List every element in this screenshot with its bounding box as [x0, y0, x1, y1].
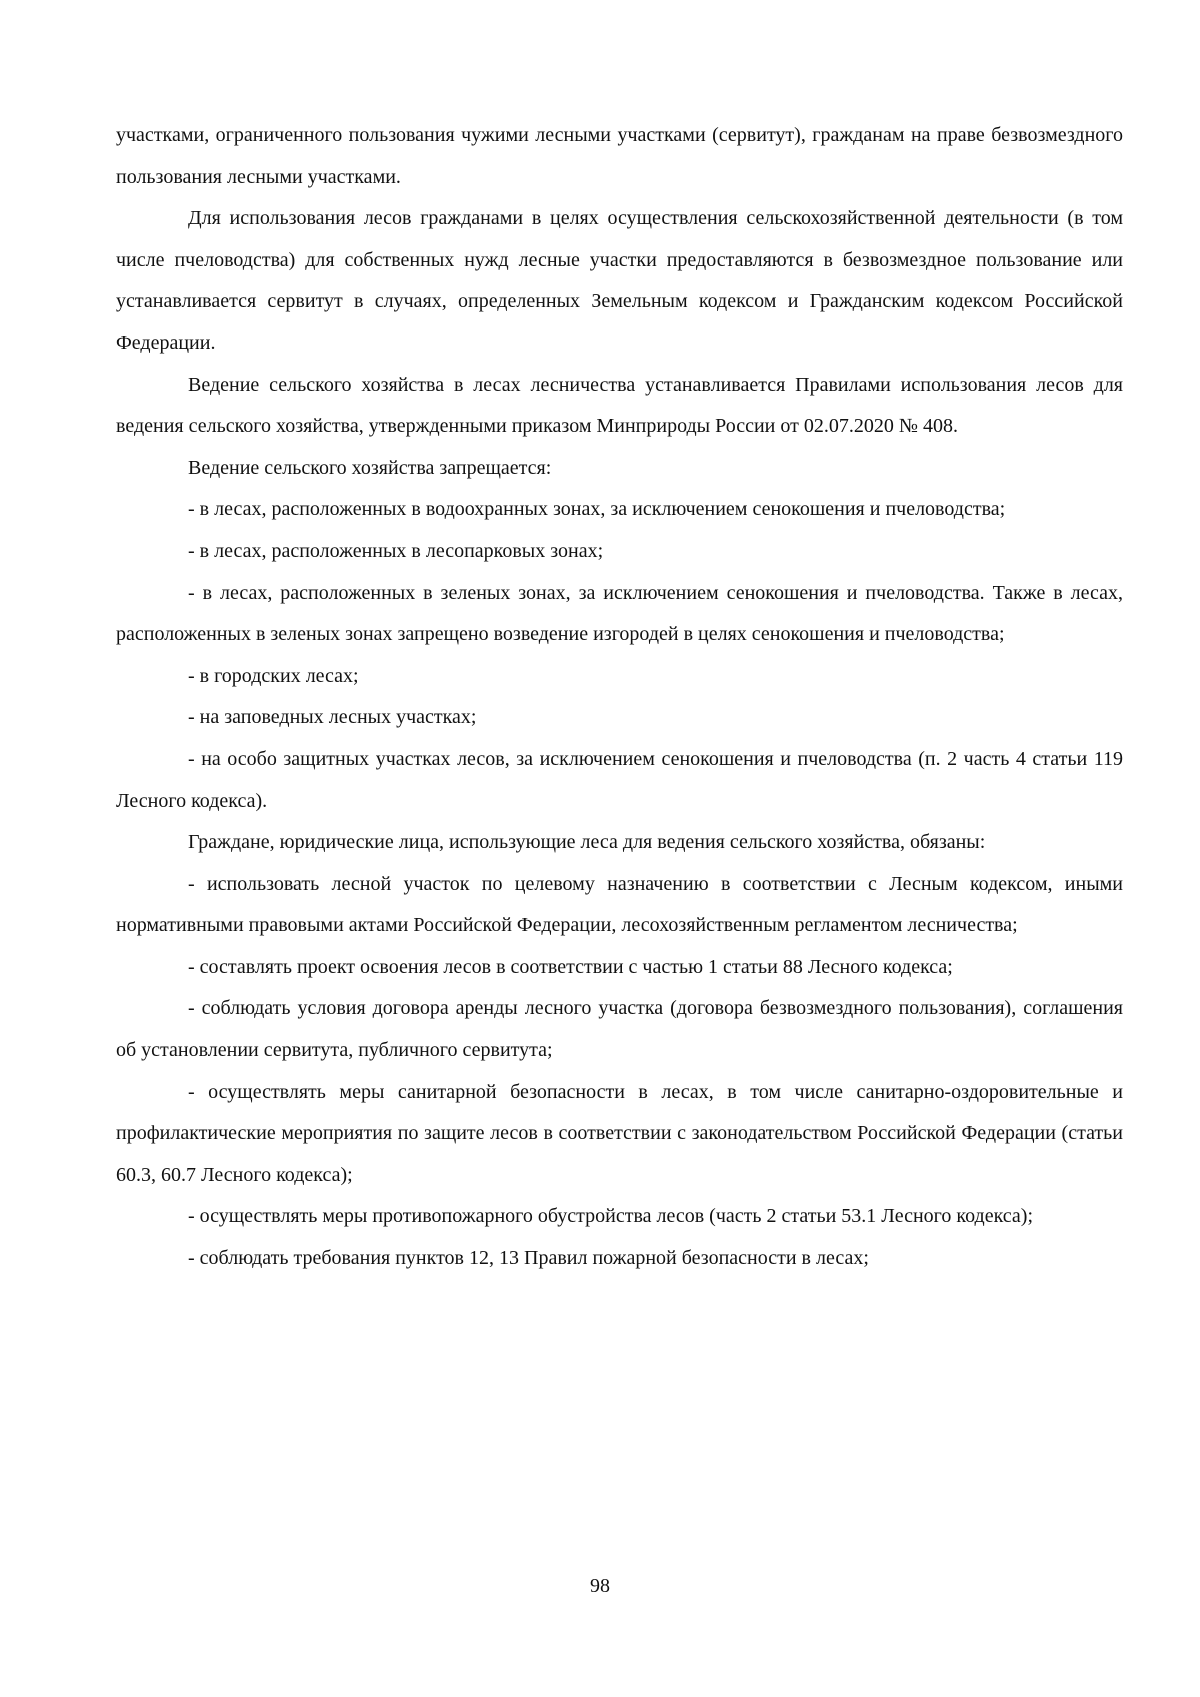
list-item-reserved-plots: - на заповедных лесных участках;: [188, 706, 477, 729]
paragraph-obligations-intro: Граждане, юридические лица, использующие леса для ведения сельского хозяйства, обязаны:: [188, 831, 986, 854]
paragraph-continuation: участками, ограниченного пользования чужими лесными участками (сервитут), гражданам на праве безвозмездного пользования лесными участками.: [116, 124, 1123, 188]
list-item-protected-plots: - на особо защитных участках лесов, за исключением сенокошения и пчеловодства (п. 2 часть 4 статьи 119 Лесного кодекса).: [116, 747, 1123, 812]
list-item-sanitary-measures: - осуществлять меры санитарной безопасности в лесах, в том числе санитарно-оздоровительные и профилактические мероприятия по защите лесов в соответствии с законодательством Российской Федерации (статьи 60.3, 60.7 Лесного кодекса);: [116, 1080, 1123, 1186]
list-item-water-zones: - в лесах, расположенных в водоохранных зонах, за исключением сенокошения и пчеловодства;: [188, 498, 1006, 521]
list-item-intended-use: - использовать лесной участок по целевому назначению в соответствии с Лесным кодексом, иными нормативными правовыми актами Российской Федерации, лесохозяйственным регламентом лесничества;: [116, 872, 1123, 937]
list-item-fire-safety-rules: - соблюдать требования пунктов 12, 13 Правил пожарной безопасности в лесах;: [188, 1247, 869, 1270]
page-number: 98: [590, 1575, 610, 1597]
list-item-green-zones: - в лесах, расположенных в зеленых зонах, за исключением сенокошения и пчеловодства. Также в лесах, расположенных в зеленых зонах запрещено возведение изгородей в целях сенокошения и пчеловодства;: [116, 581, 1123, 646]
document-body: [116, 115, 1123, 1280]
list-item-lease-conditions: - соблюдать условия договора аренды лесного участка (договора безвозмездного пользования), соглашения об установлении сервитута, публичного сервитута;: [116, 997, 1123, 1062]
list-item-urban-forests: - в городских лесах;: [188, 664, 359, 687]
paragraph-prohibition-intro: Ведение сельского хозяйства запрещается:: [188, 456, 552, 479]
list-item-forest-park-zones: - в лесах, расположенных в лесопарковых зонах;: [188, 539, 604, 562]
list-item-fire-prevention: - осуществлять меры противопожарного обустройства лесов (часть 2 статьи 53.1 Лесного кодекса);: [188, 1205, 1033, 1228]
paragraph-farming-rules: Ведение сельского хозяйства в лесах лесничества устанавливается Правилами использования лесов для ведения сельского хозяйства, утвержденными приказом Минприроды России от 02.07.2020 № 408.: [116, 373, 1123, 438]
paragraph-usage-rights: Для использования лесов гражданами в целях осуществления сельскохозяйственной деятельности (в том числе пчеловодства) для собственных нужд лесные участки предоставляются в безвозмездное пользование или устанавливается сервитут в случаях, определенных Земельным кодексом и Гражданским кодексом Российской Федерации.: [116, 207, 1123, 354]
list-item-development-project: - составлять проект освоения лесов в соответствии с частью 1 статьи 88 Лесного кодекса;: [188, 955, 953, 978]
